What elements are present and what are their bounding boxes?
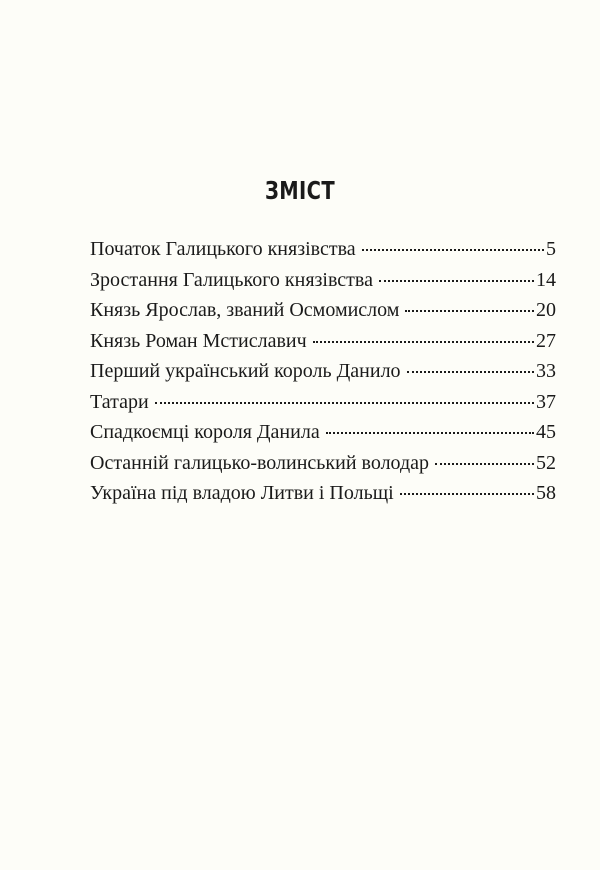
- toc-entry: [90, 265, 556, 296]
- entry-title: Спадкоємці короля Данила: [90, 421, 320, 443]
- entry-page-number: 5: [546, 238, 556, 260]
- entry-title: Україна під владою Литви і Польщі: [90, 482, 394, 504]
- dot-leader: [407, 371, 534, 373]
- entry-title: Князь Роман Мстиславич: [90, 329, 307, 352]
- dot-leader: [313, 341, 534, 343]
- dot-leader: [362, 249, 544, 251]
- entry-page-number: 58: [536, 482, 556, 504]
- entry-page-number: 14: [536, 268, 556, 291]
- page-title: ЗМІСТ: [264, 176, 336, 205]
- toc-entry: [90, 326, 556, 357]
- toc-entry: [90, 387, 556, 418]
- toc-entry: [90, 234, 556, 265]
- entry-page-number: 20: [536, 299, 556, 321]
- dot-leader: [405, 310, 534, 312]
- entry-title: Перший український король Данило: [90, 360, 401, 382]
- entry-page-number: 33: [536, 360, 556, 382]
- toc-entry: [90, 356, 556, 387]
- dot-leader: [326, 432, 534, 434]
- dot-leader: [435, 463, 534, 465]
- dot-leader: [155, 402, 534, 404]
- toc-entry: [90, 295, 556, 326]
- toc-entry: [90, 448, 556, 479]
- entry-title: Початок Галицького князівства: [90, 238, 356, 260]
- entry-page-number: 52: [536, 451, 556, 474]
- dot-leader: [379, 280, 534, 282]
- entry-page-number: 37: [536, 390, 556, 413]
- entry-page-number: 27: [536, 329, 556, 352]
- entry-title: Зростання Галицького князівства: [90, 268, 373, 291]
- entry-title: Останній галицько-волинський володар: [90, 451, 430, 474]
- dot-leader: [400, 493, 534, 495]
- entry-title: Татари: [90, 390, 149, 413]
- table-of-contents: [90, 234, 556, 509]
- toc-entry: [90, 417, 556, 448]
- entry-page-number: 45: [536, 421, 556, 443]
- entry-title: Князь Ярослав, званий Осмомислом: [90, 299, 400, 321]
- toc-entry: [90, 478, 556, 509]
